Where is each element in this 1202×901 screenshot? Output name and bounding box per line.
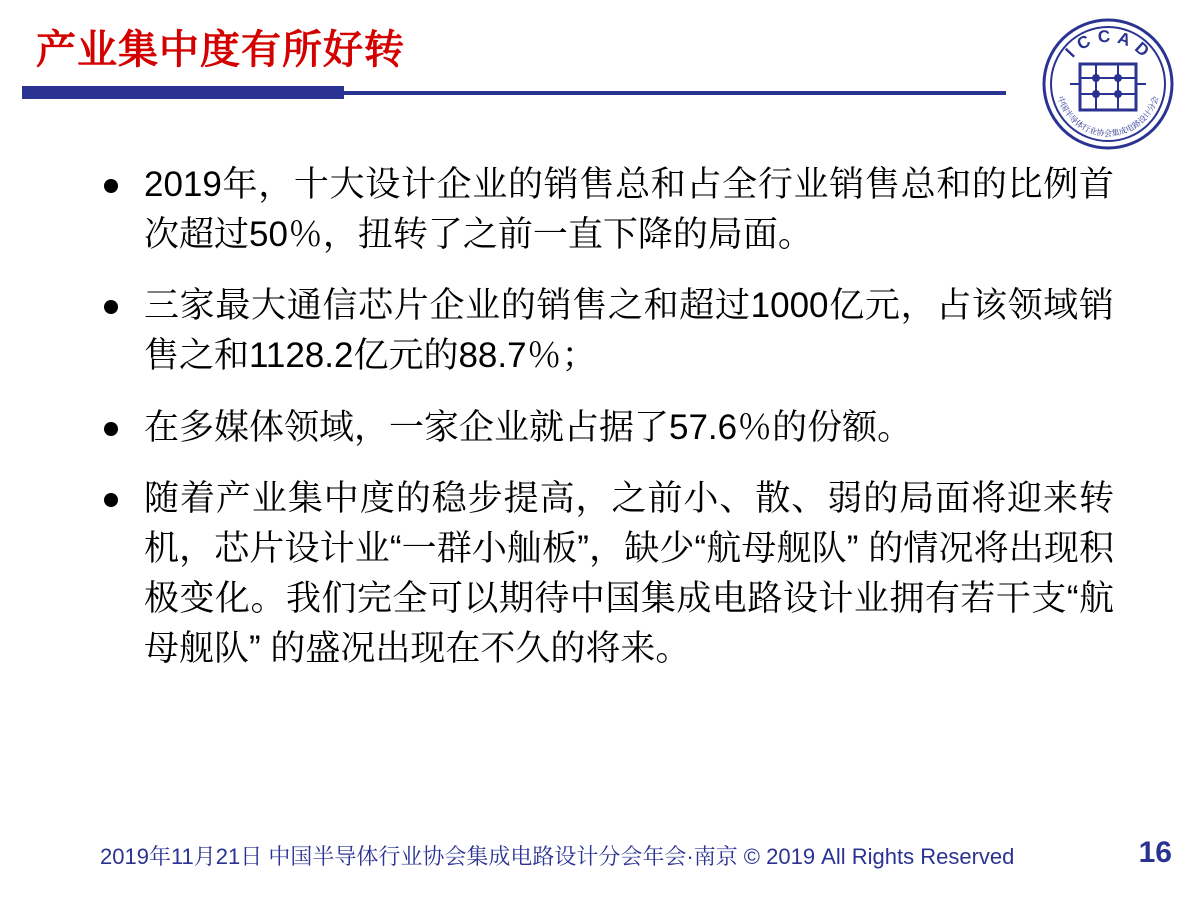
page-title: 产业集中度有所好转 [36,28,405,72]
title-rule-thin [344,91,1006,95]
list-item [104,474,1114,673]
bullet-text: 三家最大通信芯片企业的销售之和超过1000亿元，占该领域销售之和1128.2亿元的88.7％； [144,286,1114,376]
svg-text:中国半导体行业协会集成电路设计分会: 中国半导体行业协会集成电路设计分会 [1055,95,1161,138]
page-number: 16 [1138,836,1172,869]
svg-text:I C C A D: I C C A D [1061,26,1154,62]
bullet-list [104,160,1114,695]
bullet-dot-icon [104,422,118,436]
footer-text: 2019年11月21日 中国半导体行业协会集成电路设计分会年会·南京 © 2019 All Rights Reserved [100,844,1015,869]
iccad-logo-icon [1040,16,1176,152]
bullet-dot-icon [104,179,118,193]
bullet-text: 2019年，十大设计企业的销售总和占全行业销售总和的比例首次超过50％，扭转了之前一直下降的局面。 [144,165,1114,254]
bullet-dot-icon [104,300,118,314]
bullet-text: 在多媒体领域，一家企业就占据了57.6％的份额。 [144,407,913,447]
list-item [104,281,1114,380]
title-rule-thick [22,86,344,99]
footer [0,836,1202,880]
list-item [104,403,1114,453]
list-item [104,160,1114,259]
bullet-text: 随着产业集中度的稳步提高，之前小、散、弱的局面将迎来转机，芯片设计业“一群小舢板”，缺少“航母舰队” 的情况将出现积极变化。我们完全可以期待中国集成电路设计业拥有若干支“航母舰队” 的盛况出现在不久的将来。 [144,479,1114,668]
bullet-dot-icon [104,493,118,507]
